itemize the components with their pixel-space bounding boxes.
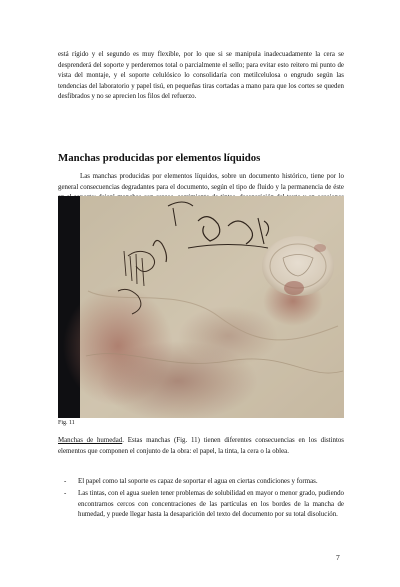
document-photo <box>58 196 344 418</box>
page-number: 7 <box>336 553 340 562</box>
bullet-list <box>78 477 344 523</box>
humidity-label: Manchas de humedad <box>58 437 123 444</box>
section-heading: Manchas producidas por elementos líquidos <box>58 152 261 164</box>
figure-caption: Fig. 11 <box>58 420 75 426</box>
humidity-text: . Estas manchas (Fig. 11) tienen diferentes consecuencias en los distintos elementos que componen el conjunto de la obra: el papel, la tinta, la cera o la oblea. <box>58 437 344 455</box>
list-item: - Las tintas, con el agua suelen tener problemas de solubilidad en mayor o menor grado, pudiendo encontrarnos cercos con concentraciones de las partículas en los bordes de la mancha de humedad, y puede llegar hasta la desaparición del texto del documento por su total disolución. <box>78 489 344 520</box>
list-item: - El papel como tal soporte es capaz de soportar el agua en ciertas condiciones y formas. <box>78 477 344 487</box>
humidity-paragraph <box>58 436 344 457</box>
intro-paragraph: está rígido y el segundo es muy flexible, por lo que si se manipula inadecuadamente la cera se desprenderá del soporte y perderemos total o parcialmente el sello; para evitar esto reitero mi punto de vista del montaje, y el soporte celulósico lo consolidaría con metilcelulosa o engrudo según las tendencias del laboratorio y papel tisú, en pequeñas tiras cortadas a mano para que los cortes se queden desfibrados y no se aprecien los filos del refuerzo. <box>58 51 344 101</box>
section-paragraph: Las manchas producidas por elementos líquidos, sobre un documento histórico, tiene por lo general consecuencias degradantes para el documento, según el tipo de fluido y la permanencia de éste <box>58 173 344 191</box>
